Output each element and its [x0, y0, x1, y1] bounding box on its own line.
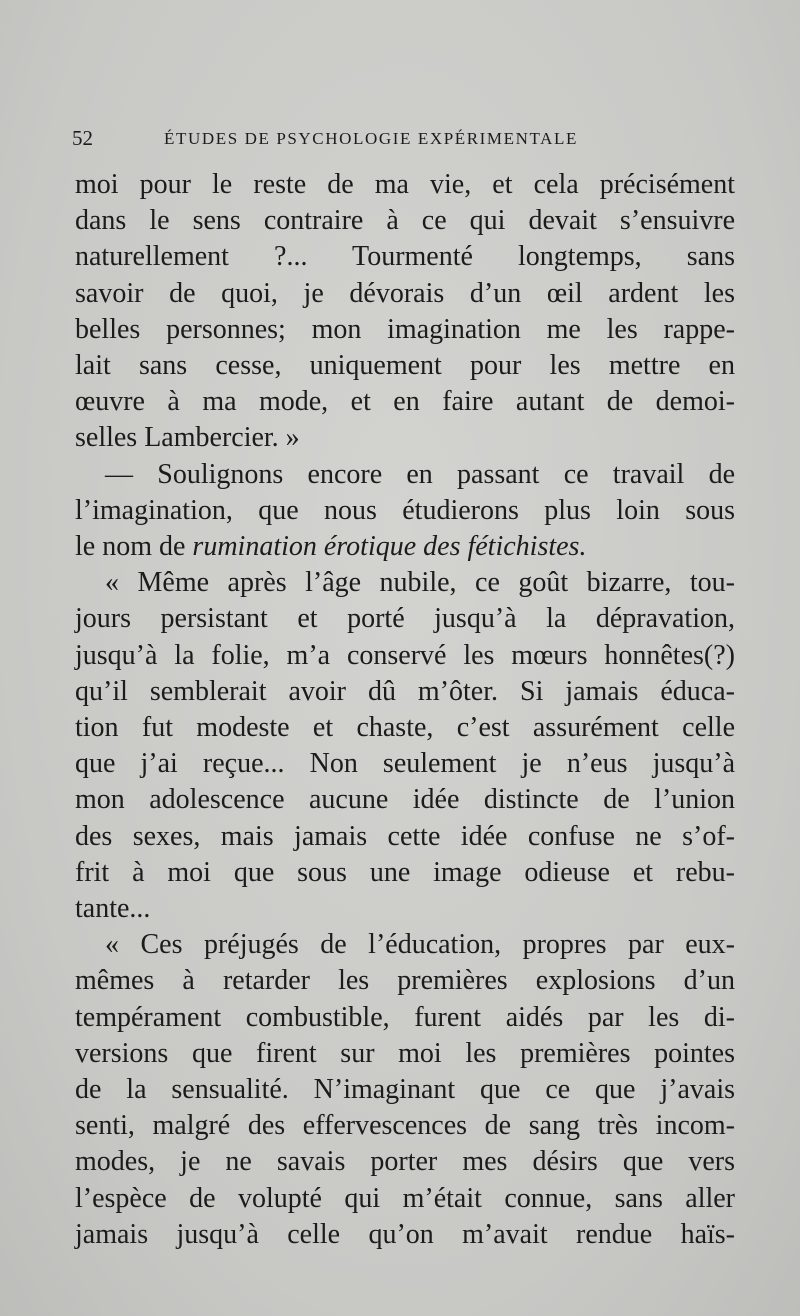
- text-line: jours persistant et porté jusqu’à la dépravation,: [75, 603, 735, 635]
- text-line: moi pour le reste de ma vie, et cela précisément: [75, 169, 735, 200]
- text-line: — Soulignons encore en passant ce travail de: [105, 458, 735, 490]
- text-line: tempérament combustible, furent aidés par les di-: [75, 1001, 735, 1033]
- text-line: qu’il semblerait avoir dû m’ôter. Si jamais éduca-: [75, 675, 735, 707]
- text-line: jusqu’à la folie, m’a conservé les mœurs honnêtes(?): [75, 639, 735, 671]
- text-line: selles Lambercier. »: [75, 422, 300, 454]
- text-line: lait sans cesse, uniquement pour les mettre en: [75, 350, 735, 382]
- page-header: [72, 126, 734, 156]
- text-span: le nom de: [75, 531, 193, 563]
- text-line: belles personnes; mon imagination me les rappe-: [75, 313, 735, 345]
- text-line: des sexes, mais jamais cette idée confuse ne s’of-: [75, 820, 735, 852]
- text-line: [75, 529, 735, 565]
- text-line: naturellement ?... Tourmenté longtemps, sans: [75, 241, 735, 273]
- text-line: l’espèce de volupté qui m’était connue, sans aller: [75, 1182, 735, 1214]
- running-title: ÉTUDES DE PSYCHOLOGIE EXPÉRIMENTALE: [164, 129, 578, 148]
- text-line: savoir de quoi, je dévorais d’un œil ardent les: [75, 277, 735, 309]
- text-line: mon adolescence aucune idée distincte de l’union: [75, 784, 735, 816]
- text-line: jamais jusqu’à celle qu’on m’avait rendue haïs-: [75, 1218, 735, 1250]
- text-line: versions que firent sur moi les premières pointes: [75, 1037, 735, 1069]
- text-line: que j’ai reçue... Non seulement je n’eus jusqu’à: [75, 748, 735, 780]
- text-line: de la sensualité. N’imaginant que ce que j’avais: [75, 1074, 735, 1106]
- page-number: 52: [72, 126, 93, 150]
- text-line: tion fut modeste et chaste, c’est assurément celle: [75, 712, 735, 744]
- text-line: l’imagination, que nous étudierons plus loin sous: [75, 494, 735, 526]
- text-line: tante...: [75, 893, 151, 925]
- text-line: frit à moi que sous une image odieuse et rebu-: [75, 856, 735, 888]
- text-line: « Même après l’âge nubile, ce goût bizarre, tou-: [105, 567, 735, 599]
- text-line: œuvre à ma mode, et en faire autant de demoi-: [75, 386, 735, 418]
- text-line: mêmes à retarder les premières explosions d’un: [75, 965, 735, 997]
- italic-term: rumination érotique des fétichistes.: [192, 531, 587, 563]
- text-line: modes, je ne savais porter mes désirs que vers: [75, 1146, 735, 1178]
- text-line: senti, malgré des effervescences de sang très incom-: [75, 1110, 735, 1142]
- text-line: dans le sens contraire à ce qui devait s’ensuivre: [75, 205, 735, 237]
- text-line: « Ces préjugés de l’éducation, propres par eux-: [105, 929, 735, 961]
- page-body: [75, 167, 735, 1253]
